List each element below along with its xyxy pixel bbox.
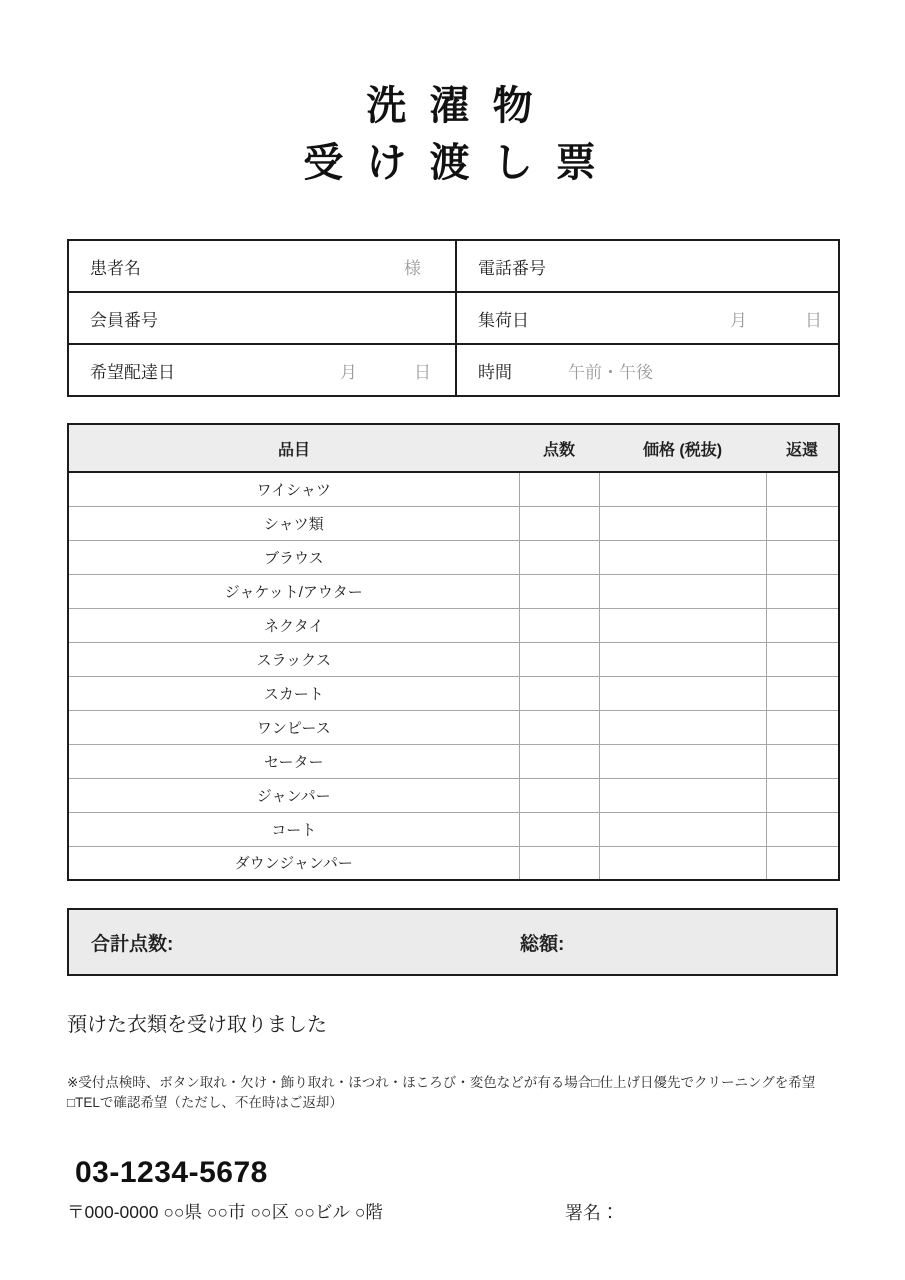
item-name: ネクタイ: [68, 608, 519, 642]
price-cell[interactable]: [599, 608, 766, 642]
phone-number-field[interactable]: [456, 240, 839, 292]
table-row: [68, 608, 839, 642]
quantity-cell[interactable]: [519, 710, 599, 744]
time-field[interactable]: [456, 344, 839, 396]
store-address: 〒000-0000 ○○県 ○○市 ○○区 ○○ビル ○階: [67, 1202, 383, 1222]
table-row: [68, 506, 839, 540]
quantity-cell[interactable]: [519, 778, 599, 812]
table-row: [68, 642, 839, 676]
return-cell[interactable]: [766, 846, 839, 880]
item-name: スカート: [68, 676, 519, 710]
item-name: ワンピース: [68, 710, 519, 744]
info-row-1: [68, 240, 839, 292]
pickup-date-field[interactable]: [456, 292, 839, 344]
price-cell[interactable]: [599, 642, 766, 676]
totals-box: [67, 908, 838, 976]
time-label: 時間: [478, 362, 512, 382]
price-cell[interactable]: [599, 846, 766, 880]
col-header-price: 価格 (税抜): [599, 424, 766, 472]
table-row: [68, 540, 839, 574]
return-cell[interactable]: [766, 812, 839, 846]
table-row: [68, 846, 839, 880]
item-name: ブラウス: [68, 540, 519, 574]
day-label: 日: [805, 310, 822, 330]
item-name: ワイシャツ: [68, 472, 519, 506]
item-name: セーター: [68, 744, 519, 778]
phone-number-label: 電話番号: [478, 258, 546, 278]
return-cell[interactable]: [766, 506, 839, 540]
page-title-line1: 洗 濯 物: [366, 84, 539, 128]
time-placeholder: 午前・午後: [568, 362, 653, 382]
quantity-cell[interactable]: [519, 506, 599, 540]
table-row: [68, 778, 839, 812]
price-cell[interactable]: [599, 812, 766, 846]
total-amount-label: 総額:: [520, 933, 565, 955]
return-cell[interactable]: [766, 540, 839, 574]
delivery-date-label: 希望配達日: [90, 362, 175, 382]
col-header-item: 品目: [68, 424, 519, 472]
price-cell[interactable]: [599, 710, 766, 744]
table-row: [68, 812, 839, 846]
return-cell[interactable]: [766, 574, 839, 608]
day-label: 日: [414, 362, 431, 382]
quantity-cell[interactable]: [519, 846, 599, 880]
quantity-cell[interactable]: [519, 472, 599, 506]
patient-name-field[interactable]: [68, 240, 456, 292]
return-cell[interactable]: [766, 608, 839, 642]
item-name: ジャケット/アウター: [68, 574, 519, 608]
patient-name-label: 患者名: [90, 258, 141, 278]
return-cell[interactable]: [766, 744, 839, 778]
items-table-body: [68, 472, 839, 880]
price-cell[interactable]: [599, 574, 766, 608]
quantity-cell[interactable]: [519, 676, 599, 710]
price-cell[interactable]: [599, 540, 766, 574]
quantity-cell[interactable]: [519, 744, 599, 778]
price-cell[interactable]: [599, 676, 766, 710]
price-cell[interactable]: [599, 472, 766, 506]
info-row-3: [68, 344, 839, 396]
table-row: [68, 472, 839, 506]
item-name: ジャンパー: [68, 778, 519, 812]
patient-suffix-label: 様: [404, 258, 421, 278]
col-header-quantity: 点数: [519, 424, 599, 472]
item-name: ダウンジャンパー: [68, 846, 519, 880]
col-header-return: 返還: [766, 424, 839, 472]
table-row: [68, 676, 839, 710]
member-number-label: 会員番号: [90, 310, 158, 330]
store-phone-number: 03-1234-5678: [75, 1156, 268, 1189]
return-cell[interactable]: [766, 642, 839, 676]
footer-row: [67, 1199, 838, 1224]
receipt-statement: 預けた衣類を受け取りました: [67, 1014, 327, 1036]
return-cell[interactable]: [766, 778, 839, 812]
return-cell[interactable]: [766, 710, 839, 744]
month-label: 月: [340, 362, 357, 382]
table-row: [68, 710, 839, 744]
item-name: コート: [68, 812, 519, 846]
price-cell[interactable]: [599, 506, 766, 540]
price-cell[interactable]: [599, 744, 766, 778]
info-row-2: [68, 292, 839, 344]
return-cell[interactable]: [766, 676, 839, 710]
quantity-cell[interactable]: [519, 608, 599, 642]
total-count-label: 合計点数:: [91, 933, 174, 955]
quantity-cell[interactable]: [519, 574, 599, 608]
table-row: [68, 744, 839, 778]
item-name: スラックス: [68, 642, 519, 676]
items-table-header: [68, 424, 839, 472]
return-cell[interactable]: [766, 472, 839, 506]
table-row: [68, 574, 839, 608]
pickup-date-label: 集荷日: [478, 310, 529, 330]
quantity-cell[interactable]: [519, 540, 599, 574]
page-title: [67, 0, 838, 192]
quantity-cell[interactable]: [519, 812, 599, 846]
signature-field[interactable]: 署名：: [565, 1203, 619, 1223]
item-name: シャツ類: [68, 506, 519, 540]
items-table: [67, 423, 840, 881]
customer-info-table: [67, 239, 840, 397]
member-number-field[interactable]: [68, 292, 456, 344]
quantity-cell[interactable]: [519, 642, 599, 676]
month-label: 月: [730, 310, 747, 330]
delivery-date-field[interactable]: [68, 344, 456, 396]
inspection-note: ※受付点検時、ボタン取れ・欠け・飾り取れ・ほつれ・ほころび・変色などが有る場合□仕上げ日優先でクリーニングを希望□TELで確認希望（ただし、不在時はご返却）: [67, 1075, 816, 1110]
price-cell[interactable]: [599, 778, 766, 812]
page-title-line2: 受 け 渡 し 票: [303, 141, 602, 185]
